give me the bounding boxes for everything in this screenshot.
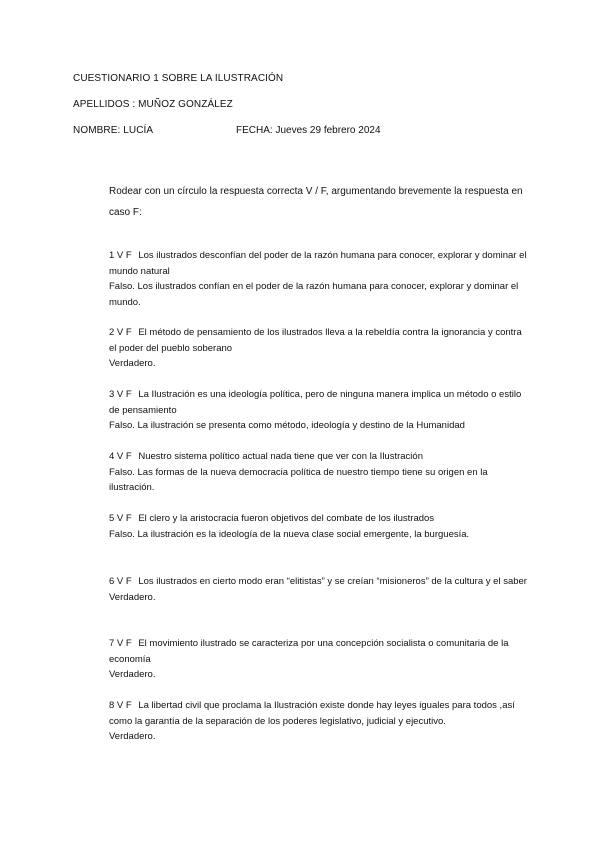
question-statement: Nuestro sistema político actual nada tiene que ver con la Ilustración [138,451,423,462]
question-statement-line [109,511,531,527]
question-statement: La Ilustración es una ideología política, pero de ninguna manera implica un método o estilo de pensamiento [109,389,522,416]
question-number: 4 V F [109,451,132,462]
question-answer: Falso. Las formas de la nueva democracia política de nuestro tiempo tiene su origen en la ilustración. [109,466,488,493]
question-item [109,248,531,310]
question-statement: Los ilustrados desconfían del poder de la razón humana para conocer, explorar y dominar el mundo natural [109,250,527,277]
question-answer: Falso. Los ilustrados confían en el poder de la razón humana para conocer, explorar y dominar el mundo. [109,281,519,308]
question-statement-line [109,387,531,418]
question-answer: Falso. La ilustración se presenta como método, ideología y destino de la Humanidad [109,420,465,431]
question-item [109,511,531,542]
document-title: CUESTIONARIO 1 SOBRE LA ILUSTRACIÓN [73,73,284,84]
question-statement-line [109,698,531,729]
question-number: 6 V F [109,576,132,587]
question-item [109,636,531,683]
question-statement: El movimiento ilustrado se caracteriza por una concepción socialista o comunitaria de la economía [109,638,509,665]
question-item [109,325,531,372]
instructions [90,181,530,223]
question-answer: Verdadero. [109,358,156,369]
question-item [109,449,531,496]
question-statement-line [109,636,531,667]
question-number: 8 V F [109,700,132,711]
question-statement-line [109,248,531,279]
question-answer: Falso. La ilustración es la ideología de la nueva clase social emergente, la burguesía. [109,528,470,540]
question-statement-line [109,574,531,590]
question-number: 2 V F [109,327,132,338]
question-number: 3 V F [109,389,132,400]
question-statement-line [109,325,531,356]
nombre-line: NOMBRE: LUCÍA [73,125,154,136]
fecha-line: FECHA: Jueves 29 febrero 2024 [236,125,381,136]
question-statement-line [109,449,531,465]
question-item [109,574,531,605]
question-statement: El método de pensamiento de los ilustrados lleva a la rebeldía contra la ignorancia y contra el poder del pueblo soberano [109,327,522,354]
apellidos-line: APELLIDOS : MUÑOZ GONZÁLEZ [73,99,233,110]
question-number: 1 V F [109,250,132,261]
question-item [109,698,531,745]
question-answer: Verdadero. [109,669,156,680]
question-statement: Los ilustrados en cierto modo eran “elitistas” y se creían “misioneros” de la cultura y el saber [138,576,527,587]
question-number: 5 V F [109,513,132,524]
question-answer: Verdadero. [109,591,156,603]
instructions-text: Rodear con un círculo la respuesta correcta V / F, argumentando brevemente la respuesta en caso F: [109,186,523,218]
question-statement: El clero y la aristocracia fueron objetivos del combate de los ilustrados [138,513,435,524]
question-answer: Verdadero. [109,731,156,742]
question-statement: La libertad civil que proclama la Ilustración existe donde hay leyes iguales para todos ,así como la garantía de la separación de los poderes legislativo, judicial y ejecutivo. [109,700,515,727]
question-item [109,387,531,434]
question-number: 7 V F [109,638,132,649]
